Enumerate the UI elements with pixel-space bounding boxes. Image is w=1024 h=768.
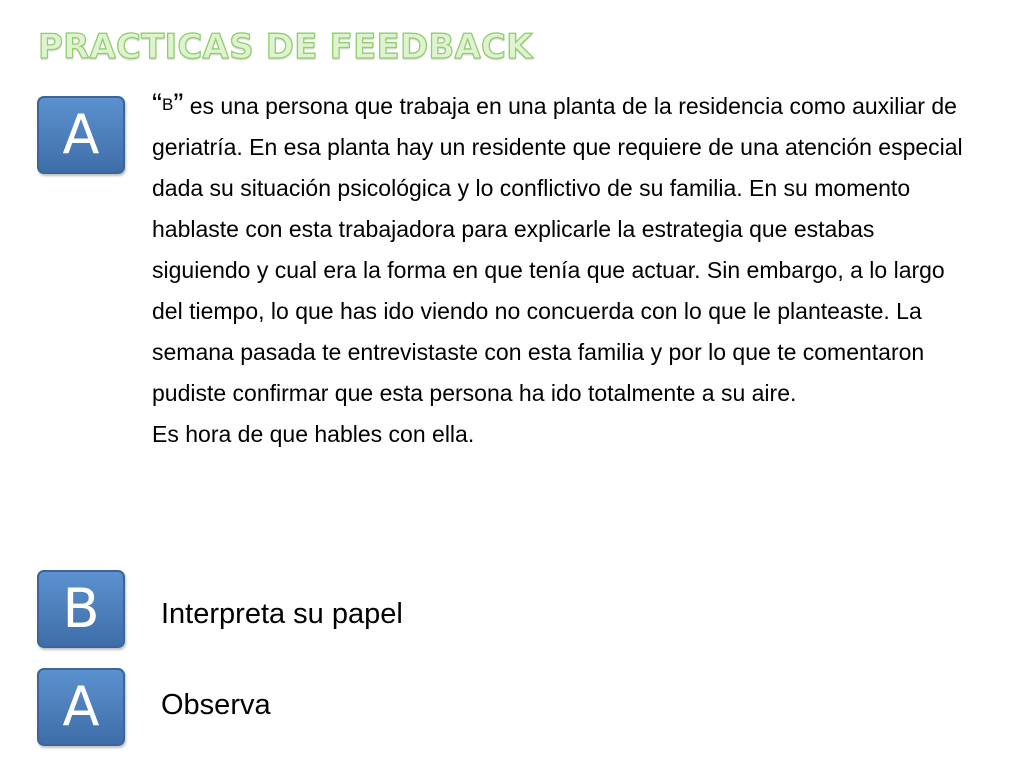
role-a-badge: A (37, 668, 125, 746)
scenario-badge: A (37, 96, 125, 174)
scenario-body-text: es una persona que trabaja en una planta de la residencia como auxiliar de geriatría. En esa planta hay un residente que requiere de una atención especial dada su situación psicológica y lo conflictivo de su familia. En su momento hablaste con esta trabajadora para explicarle la estrategia que estabas siguiendo y cual era la forma en que tenía que actuar. Sin embargo, a lo largo del tiempo, lo que has ido viendo no concuerda con lo que le planteaste. La semana pasada te entrevistaste con esta familia y por lo que te comentaron pudiste confirmar que esta persona ha ido totalmente a su aire. (152, 93, 963, 406)
close-quote: ” (173, 88, 184, 121)
role-b-badge: B (37, 570, 125, 648)
slide-title: PRACTICAS DE FEEDBACK (38, 27, 533, 67)
scenario-text (152, 84, 977, 455)
scenario-closing: Es hora de que hables con ella. (152, 421, 475, 447)
quoted-letter: B (162, 95, 174, 114)
role-a-instruction: Observa (161, 689, 271, 721)
open-quote: “ (152, 88, 162, 121)
scenario-body (152, 88, 963, 406)
role-b-instruction: Interpreta su papel (161, 598, 403, 630)
